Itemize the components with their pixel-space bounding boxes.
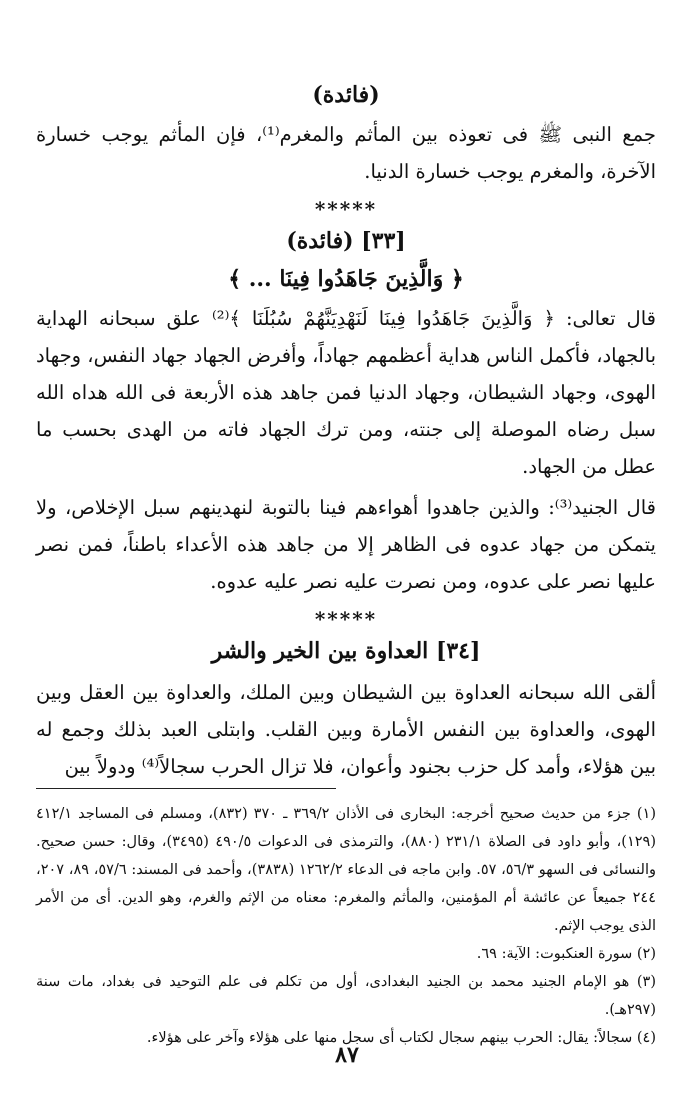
- section-title-34: [٣٤] العداوة بين الخير والشر: [211, 638, 481, 664]
- paragraph-jihad: قال تعالى: ﴿ وَالَّذِينَ جَاهَدُوا فِينَا لَنَهْدِيَنَّهُمْ سُبُلَنَا ﴾⁽²⁾ علق سبحانه الهداية بالجهاد، فأكمل الناس هداية أعظمهم جهاداً، وأفرض الجهاد جهاد النفس، وجهاد الهوى، وجهاد الشيطان، وجهاد الدنيا فمن جاهد هذه الأربعة فى الله هداه الله سبل رضاه الموصلة إلى جنته، ومن ترك الجهاد فاته من الهدى بحسب ما عطل من الجهاد.: [36, 307, 656, 478]
- section-title-33: [٣٣] (فائدة): [286, 228, 406, 254]
- paragraph-mathem-maghram: جمع النبى ﷺ فى تعوذه بين المأثم والمغرم⁽¹⁾، فإن المأثم يوجب خسارة الآخرة، والمغرم يوجب خسارة الدنيا.: [36, 123, 656, 183]
- main-text: [36, 78, 656, 785]
- footnotes: [36, 800, 656, 1052]
- separator-stars: *****: [314, 607, 378, 631]
- footnote-2: (٢) سورة العنكبوت: الآية: ٦٩.: [476, 946, 656, 962]
- footnote-divider: [36, 788, 336, 789]
- verse-title: ﴿ وَالَّذِينَ جَاهَدُوا فِينَا ... ﴾: [228, 266, 464, 292]
- paragraph-enmity: ألقى الله سبحانه العداوة بين الشيطان وبين الملك، والعداوة بين العقل وبين الهوى، والعداوة بين النفس الأمارة وبين القلب. وابتلى العبد بذلك وجمع له بين هؤلاء، وأمد كل حزب بجنود وأعوان، فلا تزال الحرب سجالاً⁽⁴⁾ ودولاً بين: [36, 681, 656, 778]
- footnote-4: (٤) سجالاً: يقال: الحرب بينهم سجال لكتاب أى سجل منها على هؤلاء وآخر على هؤلاء.: [146, 1030, 656, 1046]
- footnote-1: (١) جزء من حديث صحيح أخرجه: البخارى فى الأذان ٣٦٩/٢ ـ ٣٧٠ (٨٣٢)، ومسلم فى المساجد ٤١٢/١ (١٢٩)، وأبو داود فى الصلاة ٢٣١/١ (٨٨٠)، والترمذى فى الدعوات ٤٩٠/٥ (٣٤٩٥)، وقال: حسن صحيح. والنسائى فى السهو ٥٦/٣، ٥٧. وابن ماجه فى الدعاء ١٢٦٢/٢ (٣٨٣٨)، وأحمد فى المسند: ٥٧/٦، ٨٩، ٢٠٧، ٢٤٤ جميعاً عن عائشة أم المؤمنين، والمأثم والمغرم: معناه من الإثم والغرم، وهو الدين. أى من الأمر الذى يوجب الإثم.: [36, 806, 656, 934]
- paragraph-junayd: قال الجنيد⁽³⁾: والذين جاهدوا أهواءهم فينا بالتوبة لنهدينهم سبل الإخلاص، ولا يتمكن من جهاد عدوه فى الظاهر إلا من جاهد هذه الأعداء باطناً، فمن نصر عليها نصر على عدوه، ومن نصرت عليه نصر عليه عدوه.: [36, 496, 656, 593]
- page-number: ٨٧: [335, 1042, 359, 1068]
- footnote-3: (٣) هو الإمام الجنيد محمد بن الجنيد البغدادى، أول من تكلم فى علم التوحيد فى بغداد، مات سنة (٢٩٧هـ).: [36, 974, 656, 1018]
- separator-stars: *****: [314, 197, 378, 221]
- section-title-faida: (فائدة): [312, 82, 380, 108]
